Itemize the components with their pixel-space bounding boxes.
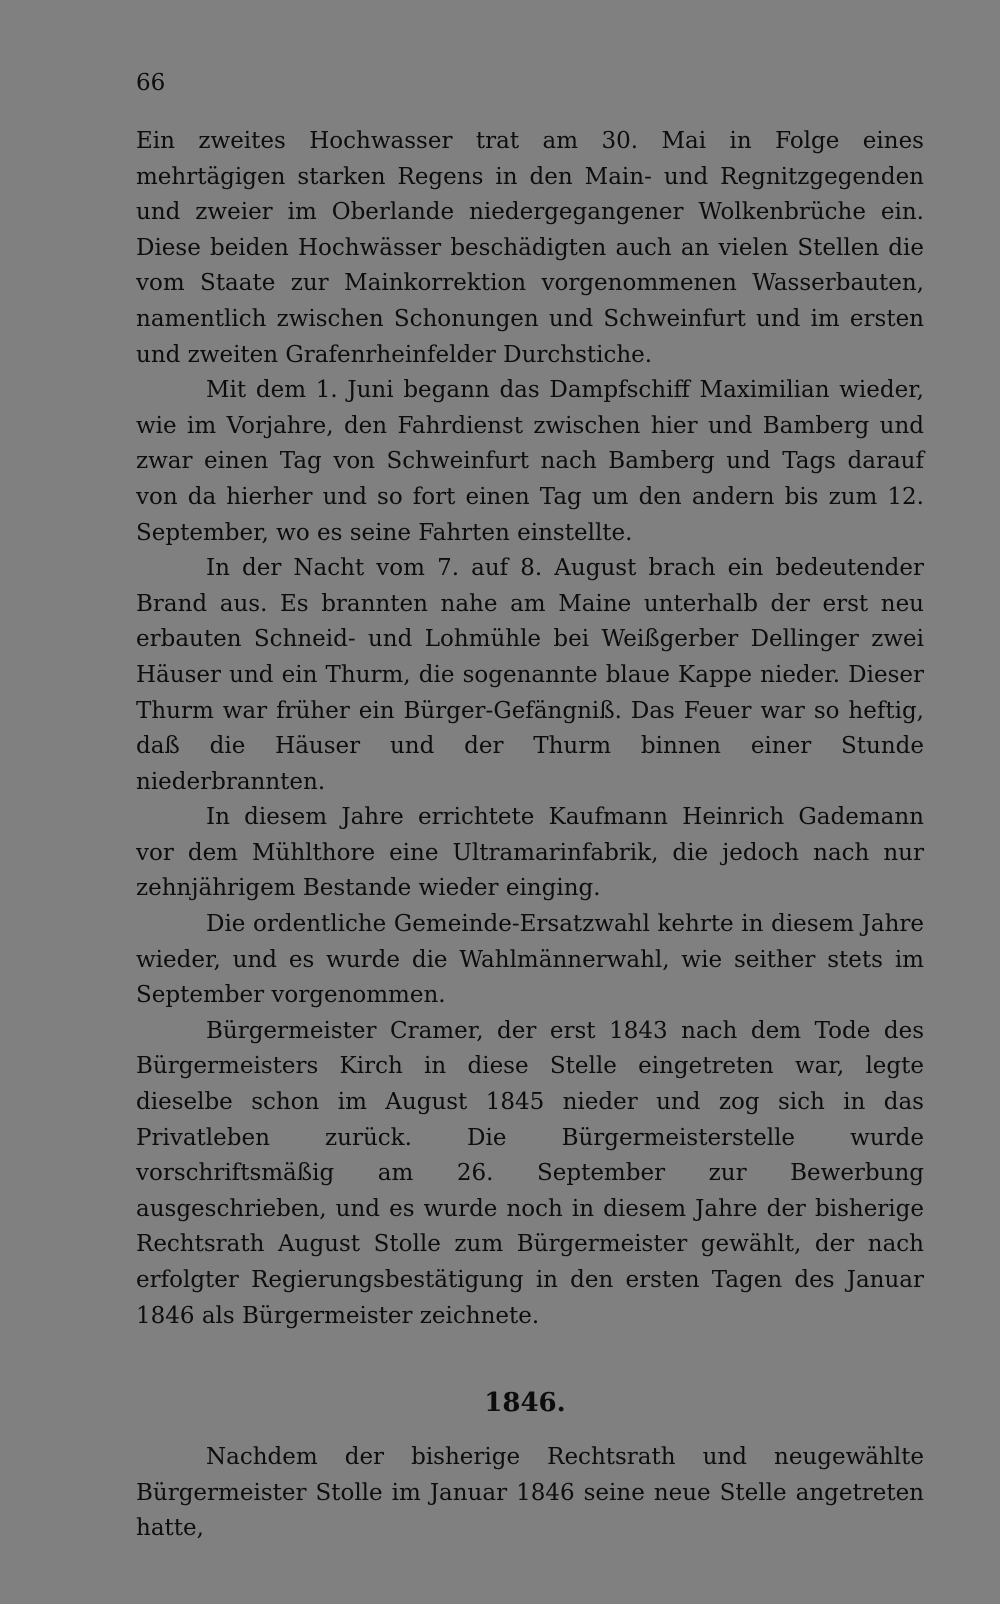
paragraph-fire: In der Nacht vom 7. auf 8. August brach ein bedeutender Brand aus. Es brannten nahe am Maine unterhalb der erst neu erbauten Schneid- und Lohmühle bei Weißgerber Dellinger zwei Häuser und ein Thurm, die sogenannte blaue Kappe nieder. Dieser Thurm war früher ein Bürger-Gefängniß. Das Feuer war so heftig, daß die Häuser und der Thurm binnen einer Stunde niederbrannten.: [136, 555, 924, 795]
paragraph-new-mayor: Nachdem der bisherige Rechtsrath und neugewählte Bürgermeister Stolle im Januar 1846 seine neue Stelle angetreten hatte,: [136, 1444, 924, 1542]
paragraph-steamship: Mit dem 1. Juni begann das Dampfschiff Maximilian wieder, wie im Vorjahre, den Fahrdienst zwischen hier und Bamberg und zwar einen Tag von Schweinfurt nach Bamberg und Tags darauf von da hierher und so fort einen Tag um den andern bis zum 12. September, wo es seine Fahrten einstellte.: [136, 377, 924, 546]
body-text-continued: [136, 1440, 924, 1547]
year-heading: 1846.: [484, 1388, 566, 1418]
body-text: [136, 124, 924, 1334]
paragraph-election: Die ordentliche Gemeinde-Ersatzwahl kehrte in diesem Jahre wieder, und es wurde die Wahlmännerwahl, wie seither stets im September vorgenommen.: [136, 911, 924, 1009]
paragraph-factory: In diesem Jahre errichtete Kaufmann Heinrich Gademann vor dem Mühlthore eine Ultramarinfabrik, die jedoch nach nur zehnjährigem Bestande wieder einging.: [136, 804, 924, 902]
paragraph-mayor: Bürgermeister Cramer, der erst 1843 nach dem Tode des Bürgermeisters Kirch in diese Stelle eingetreten war, legte dieselbe schon im August 1845 nieder und zog sich in das Privatleben zurück. Die Bürgermeisterstelle wurde vorschriftsmäßig am 26. September zur Bewerbung ausgeschrieben, und es wurde noch in diesem Jahre der bisherige Rechtsrath August Stolle zum Bürgermeister gewählt, der nach erfolgter Regierungsbestätigung in den ersten Tagen des Januar 1846 als Bürgermeister zeichnete.: [136, 1017, 924, 1329]
page-number: 66: [136, 70, 166, 96]
paragraph-high-water: Ein zweites Hochwasser trat am 30. Mai in Folge eines mehrtägigen starken Regens in den Main- und Regnitzgegenden und zweier im Oberlande niedergegangener Wolkenbrüche ein. Diese beiden Hochwässer beschädigten auch an vielen Stellen die vom Staate zur Mainkorrektion vorgenommenen Wasserbauten, namentlich zwischen Schonungen und Schweinfurt und im ersten und zweiten Grafenrheinfelder Durchstiche.: [136, 128, 924, 368]
